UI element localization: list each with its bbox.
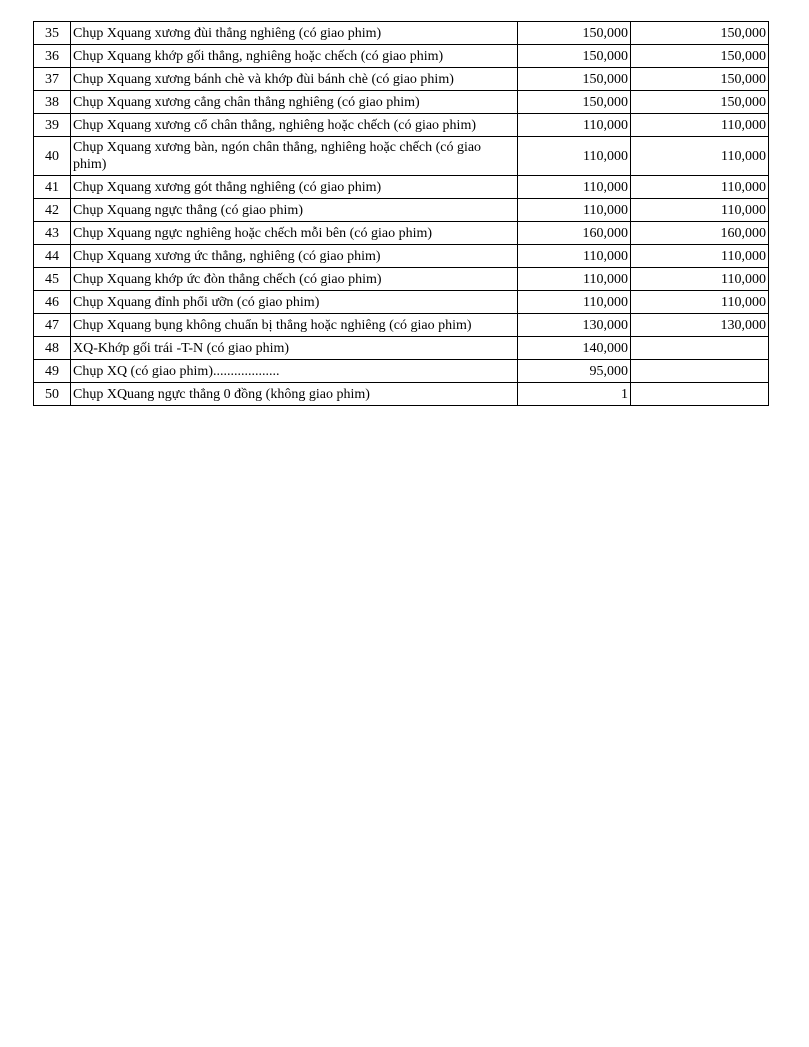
cell-price1: 95,000	[518, 360, 631, 383]
table-body	[34, 22, 769, 406]
table-row	[34, 68, 769, 91]
cell-price2: 110,000	[631, 199, 769, 222]
cell-price1: 110,000	[518, 176, 631, 199]
table-row	[34, 291, 769, 314]
cell-name: Chụp Xquang xương cổ chân thẳng, nghiêng hoặc chếch (có giao phim)	[71, 114, 518, 137]
cell-stt: 44	[34, 245, 71, 268]
table-row	[34, 22, 769, 45]
cell-stt: 41	[34, 176, 71, 199]
cell-price1: 110,000	[518, 199, 631, 222]
cell-price2: 150,000	[631, 91, 769, 114]
cell-stt: 43	[34, 222, 71, 245]
cell-price1: 130,000	[518, 314, 631, 337]
cell-name: Chụp Xquang bụng không chuẩn bị thẳng hoặc nghiêng (có giao phim)	[71, 314, 518, 337]
cell-price1: 160,000	[518, 222, 631, 245]
table-row	[34, 45, 769, 68]
table-row	[34, 137, 769, 176]
cell-price2	[631, 360, 769, 383]
cell-name: Chụp XQ (có giao phim)...................	[71, 360, 518, 383]
cell-price1: 1	[518, 383, 631, 406]
cell-stt: 50	[34, 383, 71, 406]
cell-stt: 39	[34, 114, 71, 137]
table-row	[34, 91, 769, 114]
cell-stt: 37	[34, 68, 71, 91]
table-row	[34, 360, 769, 383]
cell-price2	[631, 383, 769, 406]
cell-name: Chụp Xquang xương đùi thẳng nghiêng (có giao phim)	[71, 22, 518, 45]
cell-price1: 150,000	[518, 22, 631, 45]
cell-price2: 110,000	[631, 137, 769, 176]
cell-price2: 150,000	[631, 68, 769, 91]
cell-stt: 46	[34, 291, 71, 314]
cell-price2: 110,000	[631, 291, 769, 314]
cell-name: Chụp Xquang ngực thẳng (có giao phim)	[71, 199, 518, 222]
cell-stt: 35	[34, 22, 71, 45]
table-row	[34, 199, 769, 222]
cell-price2	[631, 337, 769, 360]
table-row	[34, 268, 769, 291]
table-row	[34, 383, 769, 406]
cell-name: Chụp Xquang khớp ức đòn thẳng chếch (có giao phim)	[71, 268, 518, 291]
price-list-sheet	[33, 21, 769, 406]
cell-stt: 45	[34, 268, 71, 291]
table-row	[34, 114, 769, 137]
cell-price1: 150,000	[518, 45, 631, 68]
cell-price2: 130,000	[631, 314, 769, 337]
table-row	[34, 314, 769, 337]
cell-name: Chụp Xquang xương bàn, ngón chân thẳng, nghiêng hoặc chếch (có giao phim)	[71, 137, 518, 176]
table-row	[34, 245, 769, 268]
cell-price2: 150,000	[631, 22, 769, 45]
cell-price2: 110,000	[631, 176, 769, 199]
cell-price2: 110,000	[631, 245, 769, 268]
cell-price2: 110,000	[631, 268, 769, 291]
cell-name: Chụp Xquang xương gót thẳng nghiêng (có giao phim)	[71, 176, 518, 199]
table-row	[34, 176, 769, 199]
cell-name: XQ-Khớp gối trái -T-N (có giao phim)	[71, 337, 518, 360]
cell-price1: 110,000	[518, 137, 631, 176]
cell-stt: 40	[34, 137, 71, 176]
cell-price2: 110,000	[631, 114, 769, 137]
cell-name: Chụp XQuang ngực thẳng 0 đồng (không giao phim)	[71, 383, 518, 406]
table-row	[34, 337, 769, 360]
cell-price1: 140,000	[518, 337, 631, 360]
cell-name: Chụp Xquang đỉnh phổi ưỡn (có giao phim)	[71, 291, 518, 314]
cell-price1: 110,000	[518, 245, 631, 268]
table-row	[34, 222, 769, 245]
cell-price1: 110,000	[518, 291, 631, 314]
cell-stt: 38	[34, 91, 71, 114]
cell-name: Chụp Xquang xương bánh chè và khớp đùi bánh chè (có giao phim)	[71, 68, 518, 91]
cell-name: Chụp Xquang xương cẳng chân thẳng nghiêng (có giao phim)	[71, 91, 518, 114]
cell-price1: 110,000	[518, 268, 631, 291]
cell-name: Chụp Xquang ngực nghiêng hoặc chếch mỗi bên (có giao phim)	[71, 222, 518, 245]
cell-stt: 48	[34, 337, 71, 360]
cell-stt: 49	[34, 360, 71, 383]
cell-stt: 42	[34, 199, 71, 222]
cell-price2: 160,000	[631, 222, 769, 245]
cell-stt: 36	[34, 45, 71, 68]
cell-price2: 150,000	[631, 45, 769, 68]
cell-price1: 150,000	[518, 68, 631, 91]
cell-stt: 47	[34, 314, 71, 337]
cell-name: Chụp Xquang khớp gối thẳng, nghiêng hoặc chếch (có giao phim)	[71, 45, 518, 68]
cell-price1: 150,000	[518, 91, 631, 114]
cell-name: Chụp Xquang xương ức thẳng, nghiêng (có giao phim)	[71, 245, 518, 268]
price-table	[33, 21, 769, 406]
cell-price1: 110,000	[518, 114, 631, 137]
